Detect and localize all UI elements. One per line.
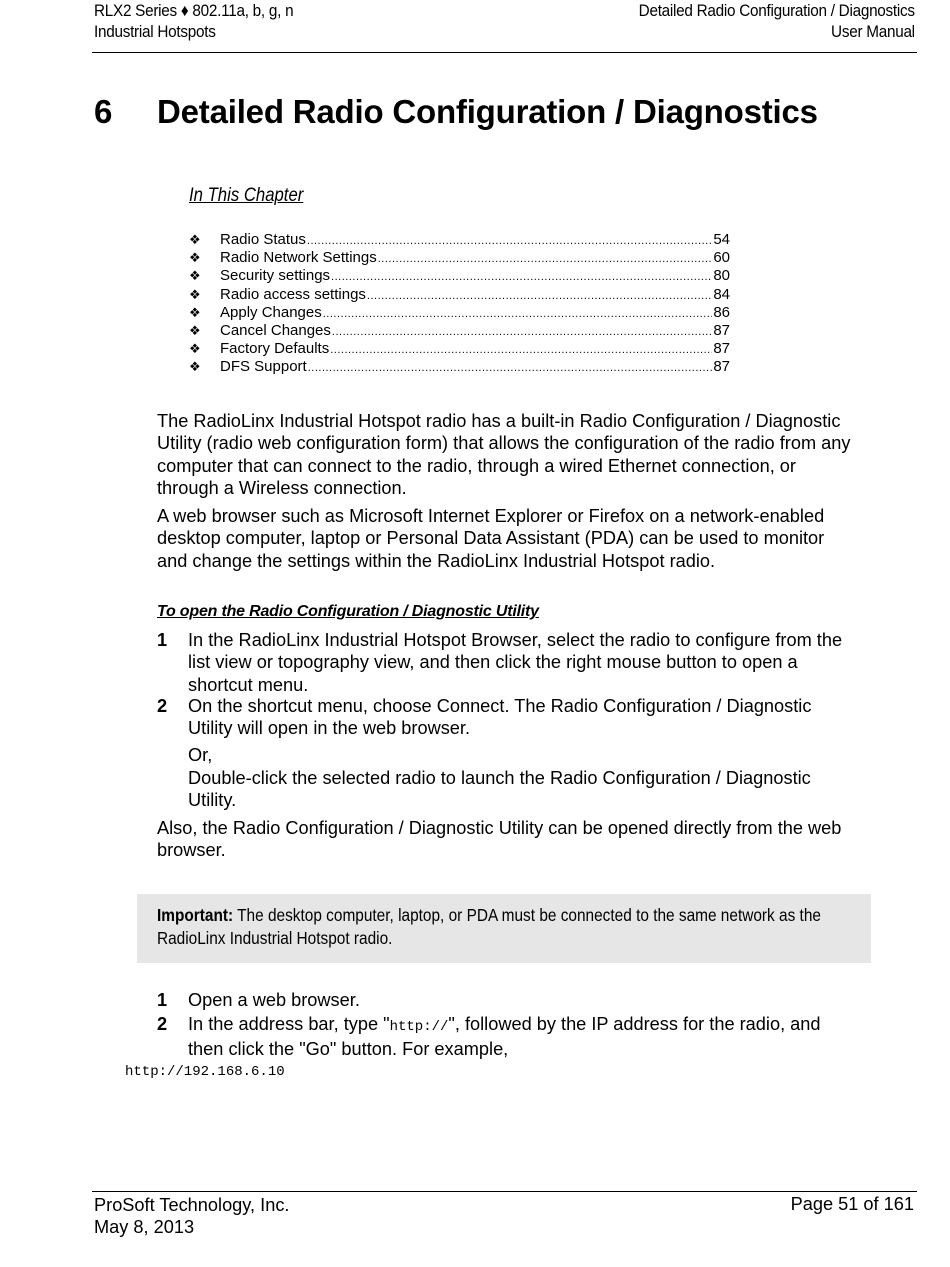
diamond-bullet-icon: ❖ (189, 341, 201, 357)
chapter-number: 6 (94, 93, 113, 130)
toc-dot-leader (331, 271, 712, 283)
toc-item-page: 54 (713, 231, 730, 248)
toc-dot-leader (308, 362, 713, 374)
step-number: 2 (157, 696, 168, 716)
step-text (188, 1013, 858, 1061)
important-label: Important: (157, 905, 234, 925)
toc-item-label: Radio access settings (220, 285, 366, 303)
toc-item-page: 87 (713, 321, 730, 339)
step-text: On the shortcut menu, choose Connect. The Radio Configuration / Diagnostic Utility will open in the web browser. (188, 696, 812, 739)
toc-dot-leader (323, 308, 713, 320)
footer-date: May 8, 2013 (94, 1217, 195, 1238)
or-text: Or, (188, 745, 213, 765)
toc-item (189, 340, 730, 358)
header-chapter-title: Detailed Radio Configuration / Diagnostics (638, 1, 915, 20)
step-text: Open a web browser. (188, 990, 360, 1010)
procedure-heading: To open the Radio Configuration / Diagnostic Utility (157, 603, 539, 620)
toc-dot-leader (330, 344, 712, 356)
example-url: http://192.168.6.10 (125, 1064, 285, 1080)
diamond-bullet-icon: ❖ (189, 304, 201, 320)
step-number: 1 (157, 990, 168, 1010)
step-number: 1 (157, 630, 168, 650)
step-text-post: ", followed by the IP address for the radio, and then click the "Go" button. For example, (188, 1014, 821, 1060)
toc-item-page: 80 (713, 267, 730, 285)
footer-page-number: Page 51 of 161 (790, 1194, 914, 1214)
toc-item (189, 267, 730, 285)
diamond-bullet-icon: ❖ (189, 286, 201, 302)
browser-paragraph: A web browser such as Microsoft Internet Explorer or Firefox on a network-enabled desktop computer, laptop or Personal Data Assistant (PDA) can be used to monitor and change the settings within the RadioLinx Industrial Hotspot radio. (157, 506, 825, 571)
header-product: Industrial Hotspots (94, 22, 216, 41)
step-text-pre: In the address bar, type " (188, 1014, 390, 1034)
toc-item-label: DFS Support (220, 358, 307, 376)
toc-item-label: Radio Status (220, 231, 306, 248)
toc-item-label: Apply Changes (220, 303, 322, 321)
direct-open-paragraph: Also, the Radio Configuration / Diagnostic Utility can be opened directly from the web browser. (157, 818, 842, 861)
toc-item-label: Cancel Changes (220, 321, 331, 339)
toc-list (189, 231, 730, 377)
toc-item-page: 84 (713, 285, 730, 303)
toc-item-page: 86 (713, 303, 730, 321)
toc-item-label: Radio Network Settings (220, 249, 377, 267)
header-left (94, 0, 293, 42)
toc-heading: In This Chapter (189, 185, 304, 206)
toc-item-label: Factory Defaults (220, 340, 330, 358)
important-note (157, 904, 843, 950)
toc-item-page: 60 (713, 249, 730, 267)
toc-dot-leader (367, 290, 712, 302)
intro-paragraph: The RadioLinx Industrial Hotspot radio has a built-in Radio Configuration / Diagnostic Utility (radio web configuration form) that allows the configuration of the radio from any computer that can connect to the radio, through a wired Ethernet connection, or through a Wireless connection. (157, 411, 851, 499)
toc-dot-leader (378, 253, 713, 265)
toc-item (189, 249, 730, 267)
step-text: In the RadioLinx Industrial Hotspot Browser, select the radio to configure from the list view or topography view, and then click the right mouse button to open a shortcut menu. (188, 630, 843, 695)
header-series: RLX2 Series ♦ 802.11a, b, g, n (94, 1, 294, 20)
footer-divider (92, 1191, 917, 1192)
footer-left (94, 1194, 289, 1239)
header-right (639, 0, 915, 42)
toc-item (189, 304, 730, 322)
diamond-bullet-icon: ❖ (189, 250, 201, 266)
toc-item-page: 87 (713, 358, 730, 376)
diamond-bullet-icon: ❖ (189, 322, 201, 338)
toc-item (189, 286, 730, 304)
header-divider (92, 52, 917, 53)
toc-item-label: Security settings (220, 267, 331, 285)
footer-company: ProSoft Technology, Inc. (94, 1195, 290, 1215)
header-doc-type: User Manual (831, 22, 915, 41)
toc-item (189, 322, 730, 340)
http-code: http:// (389, 1019, 449, 1035)
toc-dot-leader (307, 235, 712, 247)
toc-item-page: 87 (713, 340, 730, 358)
toc-item (189, 231, 730, 249)
step-number: 2 (157, 1014, 168, 1034)
diamond-bullet-icon: ❖ (189, 268, 201, 284)
diamond-bullet-icon: ❖ (189, 232, 201, 247)
chapter-title: Detailed Radio Configuration / Diagnostics (157, 93, 818, 130)
double-click-text: Double-click the selected radio to launch the Radio Configuration / Diagnostic Utility. (188, 768, 811, 811)
toc-dot-leader (332, 326, 712, 338)
important-text: The desktop computer, laptop, or PDA must be connected to the same network as the RadioLinx Industrial Hotspot radio. (157, 905, 821, 948)
diamond-bullet-icon: ❖ (189, 359, 201, 375)
toc-item (189, 358, 730, 376)
